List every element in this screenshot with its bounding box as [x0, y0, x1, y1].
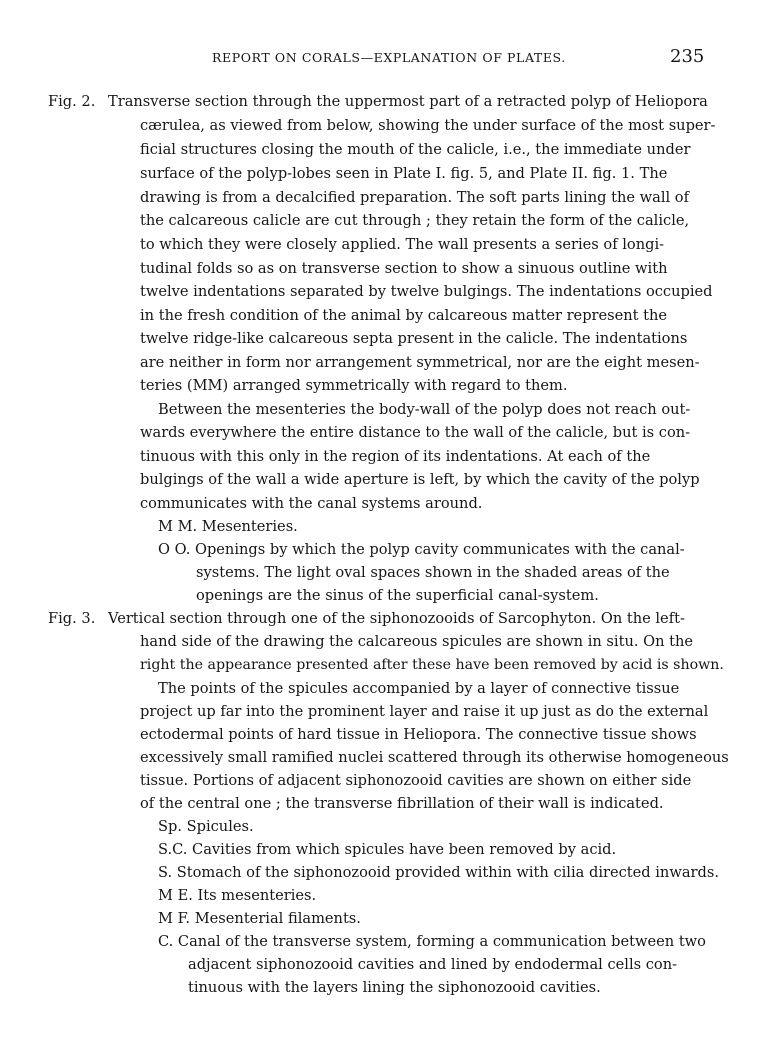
text-line: are neither in form nor arrangement symmetrical, nor are the eight mesen-: [140, 354, 700, 371]
text-line: bulgings of the wall a wide aperture is left, by which the cavity of the polyp: [140, 471, 700, 488]
figure-label: Fig. 3.: [48, 610, 96, 627]
text-line: teries (MM) arranged symmetrically with regard to them.: [140, 377, 568, 394]
text-line: wards everywhere the entire distance to the wall of the calicle, but is con-: [140, 424, 691, 441]
text-line: systems. The light oval spaces shown in the shaded areas of the: [196, 564, 670, 581]
text-line: right the appearance presented after these have been removed by acid is shown.: [140, 657, 724, 673]
text-line: in the fresh condition of the animal by calcareous matter represent the: [140, 307, 668, 324]
text-line: to which they were closely applied. The wall presents a series of longi-: [140, 236, 665, 253]
legend-item: S. Stomach of the siphonozooid provided within with cilia directed inwards.: [158, 864, 719, 881]
legend-item: M E. Its mesenteries.: [158, 887, 317, 904]
text-line: twelve ridge-like calcareous septa present in the calicle. The indentations: [140, 330, 688, 347]
text-line: tudinal folds so as on transverse section to show a sinuous outline with: [140, 260, 668, 277]
text-line: tinuous with this only in the region of its indentations. At each of the: [140, 448, 651, 465]
text-line: communicates with the canal systems around.: [140, 495, 483, 512]
text-line: Between the mesenteries the body-wall of the polyp does not reach out-: [158, 401, 691, 418]
legend-item: C. Canal of the transverse system, forming a communication between two: [158, 933, 706, 950]
text-line: openings are the sinus of the superficial canal-system.: [196, 587, 599, 604]
text-line: excessively small ramified nuclei scattered through its otherwise homogeneous: [140, 749, 729, 766]
text-line: cærulea, as viewed from below, showing the under surface of the most super-: [140, 117, 716, 134]
text-line: drawing is from a decalcified preparation. The soft parts lining the wall of: [140, 189, 689, 206]
page-number: 235: [670, 46, 705, 67]
legend-item: M F. Mesenterial filaments.: [158, 910, 361, 927]
legend-item: O O. Openings by which the polyp cavity communicates with the canal-: [158, 541, 685, 558]
running-title: REPORT ON CORALS—EXPLANATION OF PLATES.: [212, 50, 566, 65]
figure-label: Fig. 2.: [48, 93, 96, 110]
page-header: [0, 46, 776, 70]
text-line: The points of the spicules accompanied by a layer of connective tissue: [158, 680, 680, 697]
text-line: Vertical section through one of the siphonozooids of Sarcophyton. On the left-: [108, 610, 685, 627]
text-line: adjacent siphonozooid cavities and lined by endodermal cells con-: [188, 956, 678, 973]
text-line: project up far into the prominent layer and raise it up just as do the external: [140, 703, 709, 720]
text-line: ectodermal points of hard tissue in Heliopora. The connective tissue shows: [140, 726, 697, 743]
text-line: hand side of the drawing the calcareous spicules are shown in situ. On the: [140, 633, 694, 650]
text-line: Transverse section through the uppermost part of a retracted polyp of Heliopora: [108, 93, 708, 110]
text-line: tinuous with the layers lining the siphonozooid cavities.: [188, 979, 601, 996]
text-line: tissue. Portions of adjacent siphonozooid cavities are shown on either side: [140, 772, 692, 789]
legend-item: M M. Mesenteries.: [158, 518, 298, 535]
legend-item: Sp. Spicules.: [158, 818, 254, 835]
text-line: of the central one ; the transverse fibrillation of their wall is indicated.: [140, 795, 664, 812]
text-line: surface of the polyp-lobes seen in Plate I. fig. 5, and Plate II. fig. 1. The: [140, 165, 668, 182]
text-line: the calcareous calicle are cut through ; they retain the form of the calicle,: [140, 212, 690, 229]
legend-item: S.C. Cavities from which spicules have been removed by acid.: [158, 841, 617, 858]
text-line: twelve indentations separated by twelve bulgings. The indentations occupied: [140, 283, 713, 300]
text-line: ficial structures closing the mouth of the calicle, i.e., the immediate under: [140, 141, 691, 158]
